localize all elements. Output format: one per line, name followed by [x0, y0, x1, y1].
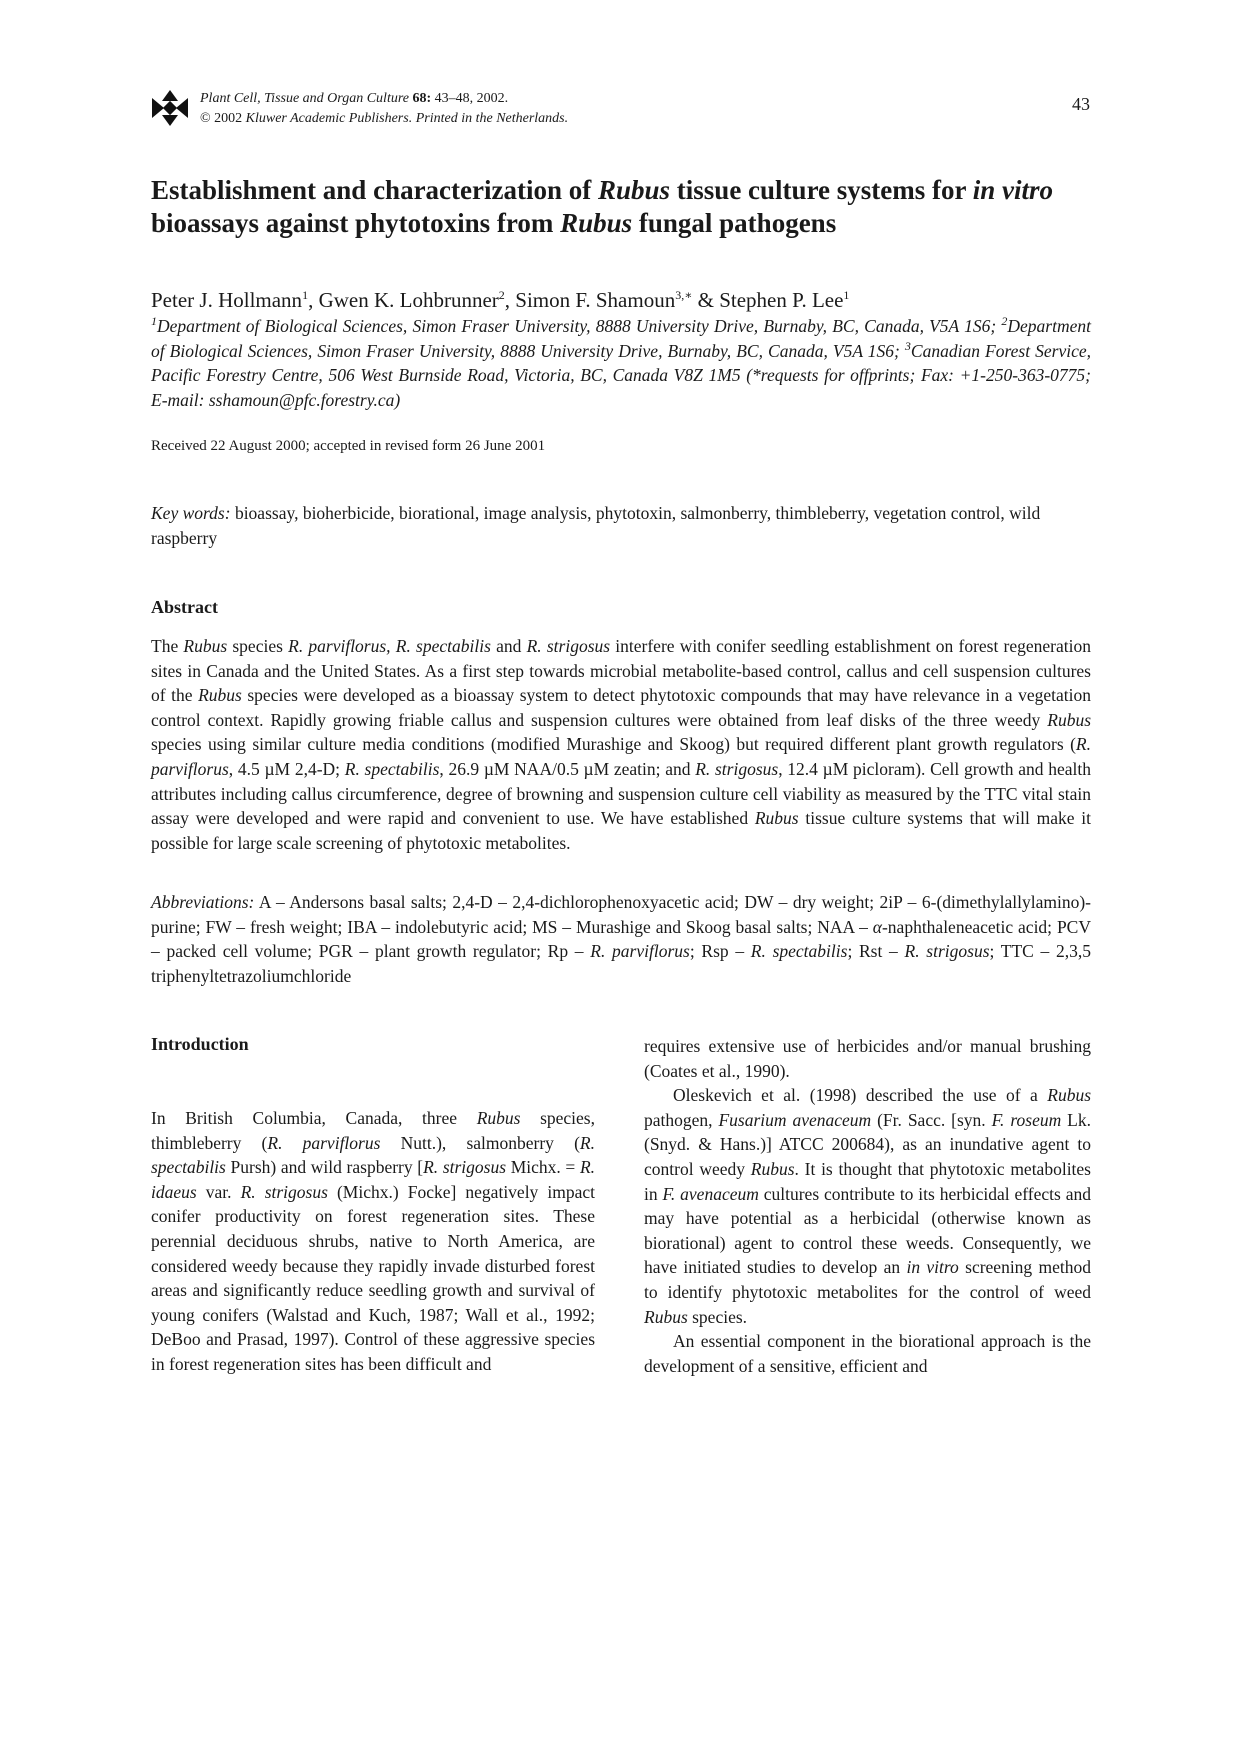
copyright-year: 2002: [214, 111, 243, 126]
intro-part: . It is thought that phytotoxic metabolites in: [644, 1158, 1091, 1204]
abstract-part: Rubus: [754, 808, 799, 829]
author-name: , Simon F. Shamoun: [504, 288, 676, 312]
intro-part: R. strigosus: [240, 1181, 328, 1202]
abbreviations-part: α: [872, 916, 882, 937]
intro-part: (Fr. Sacc. [syn.: [871, 1109, 992, 1130]
abstract-part: R. strigosus: [695, 758, 779, 779]
abbreviations-part: ; Rsp –: [689, 941, 751, 962]
intro-part: Rubus: [1047, 1085, 1091, 1106]
intro-paragraph: [644, 1083, 1091, 1329]
intro-part: pathogen,: [644, 1109, 719, 1130]
printed-note: Printed in the Netherlands.: [415, 111, 569, 126]
affiliation-text: Canadian Forest Service, Pacific Forestry Centre, 506 West Burnside Road, Victoria, BC, Canada V8Z 1M5 (*requests for offprints; Fax: +1-250-363-0775; E-mail: sshamoun@pfc.forestry.ca): [151, 340, 1091, 410]
abstract-heading: Abstract: [151, 597, 218, 617]
intro-part: Rubus: [476, 1108, 521, 1128]
abstract-part: species were developed as a bioassay system to detect phytotoxic compounds that may have relevance in a vegetation control context. Rapidly growing friable callus and suspension cultures were obtained from leaf disks of the three weedy: [151, 685, 1091, 730]
abstract-part: Rubus: [183, 636, 228, 656]
intro-paragraph: An essential component in the biorational approach is the development of a sensitive, efficient and: [644, 1331, 1091, 1376]
intro-part: Lk. (Snyd. & Hans.)] ATCC 200684), as an inundative agent to control weedy: [644, 1109, 1091, 1179]
intro-part: R. idaeus: [151, 1157, 596, 1202]
intro-part: R. strigosus: [423, 1157, 507, 1178]
journal-line-2: [200, 109, 568, 129]
author-name: Peter J. Hollmann: [151, 288, 303, 312]
intro-part: species.: [687, 1306, 748, 1327]
abstract-part: Rubus: [198, 685, 242, 706]
received-dates: Received 22 August 2000; accepted in revised form 26 June 2001: [151, 438, 546, 454]
abbreviations-part: R. strigosus: [904, 941, 990, 962]
intro-part: cultures contribute to its herbicidal effects and may have potential as a herbicidal (otherwise known as biorational) agent to control these weeds. Consequently, we have initiated studies to develop an: [644, 1183, 1091, 1278]
affiliation-text: Department of Biological Sciences, Simon Fraser University, 8888 University Drive, Burnaby, BC, Canada, V5A 1S6;: [157, 316, 1002, 336]
affiliation-mark: 3: [904, 338, 911, 353]
abstract-part: , 4.5 µM 2,4-: [228, 758, 323, 779]
abstract-text: [151, 634, 1091, 855]
keywords-label: Key words:: [151, 503, 231, 523]
title-part: bioassays against phytotoxins from: [151, 208, 561, 238]
abstract-part: , 26.9 µM NAA/0.5 µM zeatin; and: [439, 758, 696, 779]
intro-part: R. spectabilis: [151, 1132, 595, 1178]
affiliations: [151, 314, 1091, 412]
intro-part: In British Columbia, Canada, three: [151, 1108, 477, 1128]
intro-part: Rubus: [644, 1306, 688, 1327]
title-part: tissue culture systems for: [670, 175, 973, 205]
page-number: 43: [1072, 94, 1090, 114]
affiliation-mark: 1: [151, 314, 157, 329]
abstract-part: The: [151, 636, 184, 656]
publisher-name: Kluwer Academic Publishers.: [245, 111, 413, 126]
journal-pages: 43–48, 2002.: [434, 91, 509, 106]
intro-part: Rubus: [750, 1158, 795, 1179]
abstract-part: ;: [335, 758, 345, 779]
abstract-part: species: [227, 636, 289, 656]
title-part: in vitro: [972, 175, 1054, 205]
abbreviations-part: A – Andersons basal salts; 2,4-: [254, 892, 481, 912]
introduction-heading: Introduction: [151, 1034, 249, 1054]
intro-paragraph-continued: requires extensive use of herbicides and/or manual brushing (Coates et al., 1990).: [644, 1036, 1091, 1081]
intro-part: Nutt.), salmonberry (: [380, 1132, 580, 1153]
title-part: Rubus: [597, 175, 671, 205]
abbreviations-part: R. spectabilis: [750, 941, 848, 962]
journal-volume: 68:: [412, 91, 432, 106]
intro-part: Fusarium avenaceum: [718, 1109, 872, 1130]
abstract-part: and: [490, 636, 527, 656]
intro-part: var.: [196, 1181, 241, 1202]
intro-part: R. parviflorus: [267, 1132, 381, 1153]
abstract-part: tissue culture systems that will make it possible for large scale screening of phytotoxic metabolites.: [151, 808, 1091, 853]
author-list: [151, 287, 1091, 313]
abbreviations-part: ; Rst –: [847, 941, 905, 962]
journal-name: Plant Cell, Tissue and Organ Culture: [200, 91, 409, 106]
intro-part: in vitro: [906, 1257, 959, 1278]
introduction-right-column: [644, 1034, 1091, 1378]
intro-part: Michx. =: [506, 1157, 580, 1178]
abstract-part: R. parviflorus: [151, 734, 1091, 779]
paper-title: [151, 174, 1091, 240]
abstract-part: D: [322, 758, 336, 779]
abbreviations-label: Abbreviations:: [151, 892, 255, 912]
title-part: fungal pathogens: [632, 208, 837, 238]
abstract-part: species using similar culture media conditions (modified Murashige and Skoog) but required different plant growth regulators (: [151, 734, 1076, 755]
intro-part: F. avenaceum: [662, 1183, 759, 1204]
keywords: [151, 501, 1091, 551]
introduction-left-column: [151, 1106, 595, 1377]
author-name: & Stephen P. Lee: [692, 288, 844, 312]
affiliation-mark: 2: [1001, 314, 1008, 329]
abstract-part: R. spectabilis: [344, 758, 440, 779]
abbreviations-part: ; TTC – 2,3,5 triphenyltetrazoliumchloride: [151, 941, 1092, 986]
abstract-part: R. strigosus: [526, 636, 611, 656]
journal-line-1: [200, 89, 568, 109]
author-affiliation-mark: 1: [302, 288, 309, 302]
publisher-logo-icon: [150, 86, 190, 130]
author-affiliation-mark: 3,∗: [675, 288, 693, 302]
intro-part: F. roseum: [991, 1109, 1062, 1130]
abstract-part: interfere with conifer seedling establishment on forest regeneration sites in Canada and the United States. As a first step towards microbial metabolite-based control, callus and cell suspension cultures of the: [151, 636, 1091, 706]
intro-part: species, thimbleberry (: [151, 1108, 595, 1153]
abbreviations: [151, 890, 1091, 988]
abbreviations-part: -naphthaleneacetic acid; PCV – packed cell volume; PGR – plant growth regulator; Rp –: [151, 916, 1091, 962]
affiliation-text: Department of Biological Sciences, Simon Fraser University, 8888 University Drive, Burnaby, BC, Canada, V5A 1S6;: [151, 316, 1091, 361]
keywords-text: bioassay, bioherbicide, biorational, image analysis, phytotoxin, salmonberry, thimbleberry, vegetation control, wild raspberry: [151, 503, 1041, 548]
title-part: Establishment and characterization of: [151, 175, 598, 205]
author-affiliation-mark: 1: [843, 288, 850, 302]
intro-part: (Michx.) Focke] negatively impact conifer productivity on forest regeneration sites. These perennial deciduous shrubs, native to North America, are considered weedy because they rapidly invade disturbed forest areas and significantly reduce seedling growth and survival of young conifers (Walstad and Kuch, 1987; Wall et al., 1992; DeBoo and Prasad, 1997). Control of these aggressive species in forest regeneration sites has been difficult and: [151, 1181, 595, 1374]
intro-part: screening method to identify phytotoxic metabolites for the control of weed: [644, 1257, 1092, 1302]
intro-part: Oleskevich et al. (1998) described the use of a: [673, 1085, 1048, 1106]
abbreviations-part: D: [480, 892, 493, 912]
copyright-symbol: ©: [200, 111, 211, 126]
abstract-part: R. parviflorus, R. spectabilis: [288, 636, 491, 656]
abbreviations-part: – 2,4-dichlorophenoxyacetic acid; DW – dry weight; 2iP – 6-(dimethylallylamino)-purine; FW – fresh weight; IBA – indolebutyric acid; MS – Murashige and Skoog basal salts; NAA –: [151, 892, 1091, 937]
journal-citation: [200, 89, 568, 129]
abstract-part: Rubus: [1047, 709, 1091, 730]
intro-part: Pursh) and wild raspberry [: [225, 1157, 424, 1178]
author-name: , Gwen K. Lohbrunner: [308, 288, 499, 312]
abstract-part: , 12.4 µM picloram). Cell growth and health attributes including callus circumference, degree of browning and suspension culture cell viability as measured by the TTC vital stain assay were developed and were rapid and convenient to use. We have established: [151, 758, 1092, 829]
author-affiliation-mark: 2: [498, 288, 505, 302]
abbreviations-part: R. parviflorus: [590, 941, 690, 962]
title-part: Rubus: [560, 208, 633, 238]
